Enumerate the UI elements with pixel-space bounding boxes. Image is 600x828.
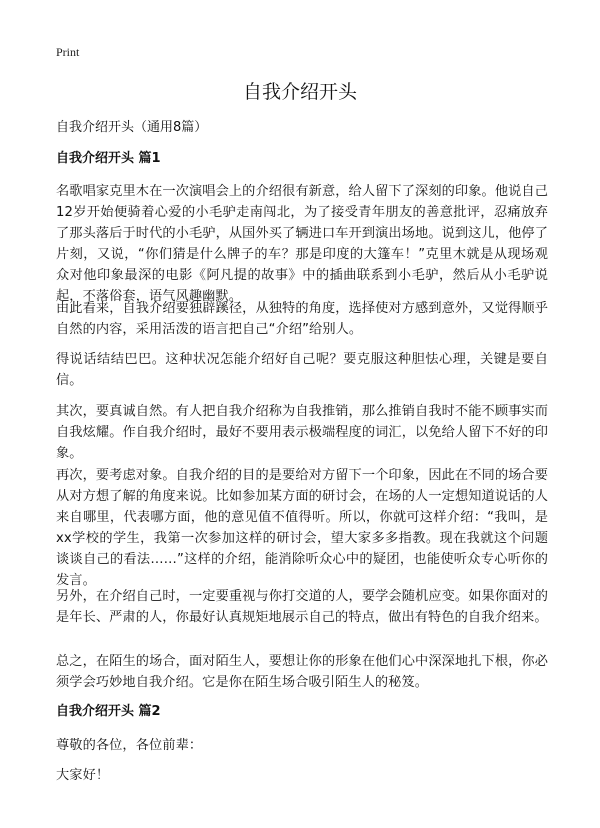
paragraph: 其次，要真诚自然。有人把自我介绍称为自我推销，那么推销自我时不能不顾事实而自我炫耀。作自我介绍时，最好不要用表示极端程度的词汇，以免给人留下不好的印象。	[56, 404, 548, 461]
section-heading: 自我介绍开头 篇1	[56, 151, 161, 166]
document-subtitle: 自我介绍开头（通用8篇）	[56, 120, 208, 135]
paragraph: 尊敬的各位，各位前辈：	[56, 738, 203, 753]
paragraph: 总之，在陌生的场合，面对陌生人，要想让你的形象在他们心中深深地扎下根，你必须学会巧妙地自我介绍。它是你在陌生场合吸引陌生人的秘笈。	[56, 654, 548, 690]
paragraph: 名歌唱家克里木在一次演唱会上的介绍很有新意，给人留下了深刻的印象。他说自己12岁开始便骑着心爱的小毛驴走南闯北，为了接受青年朋友的善意批评，忍痛放弃了那头落后于时代的小毛驴，从国外买了辆进口车开到演出场地。说到这儿，他停了片刻，又说，“你们猜是什么牌子的车？那是印度的大篷车！”克里木就是从现场观众对他印象最深的电影《阿凡提的故事》中的插曲联系到小毛驴，然后从小毛驴说起，不落俗套，语气风趣幽默。	[56, 184, 548, 304]
paragraph: 得说话结结巴巴。这种状况怎能介绍好自己呢？要克服这种胆怯心理，关键是要自信。	[56, 352, 548, 388]
paragraph: 再次，要考虑对象。自我介绍的目的是要给对方留下一个印象，因此在不同的场合要从对方想了解的角度来说。比如参加某方面的研讨会，在场的人一定想知道说话的人来自哪里，代表哪方面，他的意见值不值得听。所以，你就可这样介绍：“我叫，是xx学校的学生，我第一次参加这样的研讨会，望大家多多指教。现在我就这个问题谈谈自己的看法……”这样的介绍，能消除听众心中的疑团，也能使听众专心听你的发言。	[56, 468, 548, 588]
print-link[interactable]: Print	[56, 45, 80, 59]
paragraph: 由此看来，自我介绍要独辟蹊径，从独特的角度，选择使对方感到意外，又觉得顺乎自然的内容，采用活泼的语言把自己“介绍”给别人。	[56, 301, 548, 337]
section-heading: 自我介绍开头 篇2	[56, 704, 161, 719]
page-title: 自我介绍开头	[242, 81, 357, 103]
paragraph: 大家好！	[56, 768, 110, 783]
paragraph: 另外，在介绍自己时，一定要重视与你打交道的人，要学会随机应变。如果你面对的是年长、严肃的人，你最好认真规矩地展示自己的特点，做出有特色的自我介绍来。	[56, 589, 548, 625]
